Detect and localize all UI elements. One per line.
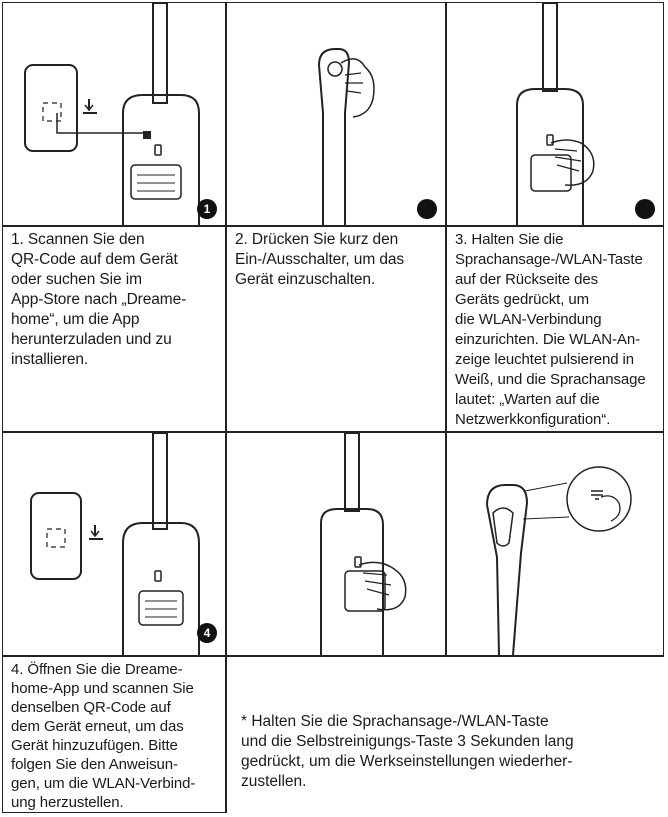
power-button-hand-icon — [227, 3, 446, 226]
instruction-grid — [2, 2, 664, 813]
step-3-text-cell — [446, 226, 664, 432]
step-2-text: 2. Drücken Sie kurz den Ein-/Ausschalter, um das Gerät einzuschalten. — [235, 231, 405, 288]
step-4-text: 4. Öffnen Sie die Dreame- home-App und scannen Sie denselben QR-Code auf dem Gerät erneut, um das Gerät hinzuzufügen. Bitte folgen Sie den Anweisun- gen, um die WLAN-Verbind- ung herzustellen. — [11, 661, 196, 811]
step-1-badge: 1 — [197, 199, 217, 219]
step-4-illustration — [2, 432, 226, 656]
handle-zoom-icon — [447, 433, 664, 656]
wifi-button-press-icon — [447, 3, 664, 226]
wifi-button-hand-icon — [227, 433, 446, 656]
step-3-illustration — [446, 2, 664, 226]
reset-illustration — [446, 432, 664, 656]
step-3-text: 3. Halten Sie die Sprachansage-/WLAN-Taste auf der Rückseite des Geräts gedrückt, um die WLAN-Verbindung einzurichten. Die WLAN-An- zeige leuchtet pulsierend in Weiß, und die Sprachansage lautet: „Warten auf die Netzwerkkonfiguration“. — [455, 231, 646, 428]
phone-qr-rescan-icon — [3, 433, 226, 656]
step-2-illustration — [226, 2, 446, 226]
step-2-badge — [417, 199, 437, 219]
step-4-text-cell — [2, 656, 226, 813]
step-4-badge: 4 — [197, 623, 217, 643]
step-1-text-cell — [2, 226, 226, 432]
factory-reset-note: * Halten Sie die Sprachansage-/WLAN-Taste und die Selbstreinigungs-Taste 3 Sekunden lang gedrückt, um die Werkseinstellungen wiederher- zustellen. — [241, 713, 574, 790]
wifi-button-illustration — [226, 432, 446, 656]
phone-qr-scan-icon — [3, 3, 226, 226]
step-1-text: 1. Scannen Sie den QR-Code auf dem Gerät oder suchen Sie im App-Store nach „Dreame- home“, um die App herunterzuladen und zu installieren. — [11, 231, 187, 368]
step-2-text-cell — [226, 226, 446, 432]
step-1-illustration — [2, 2, 226, 226]
reset-note-cell — [226, 656, 664, 813]
step-3-badge — [635, 199, 655, 219]
